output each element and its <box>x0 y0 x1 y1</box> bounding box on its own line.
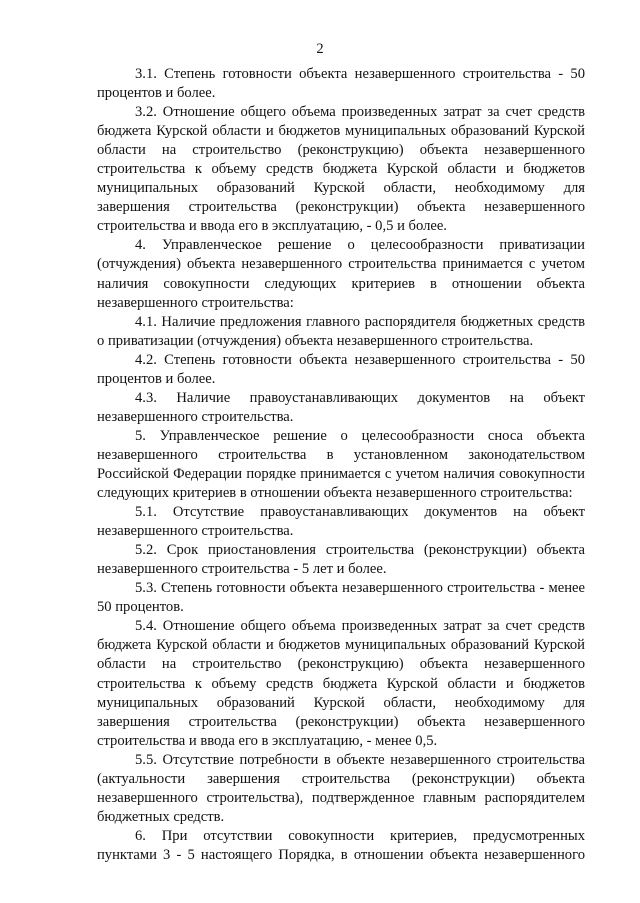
paragraph-5: 5. Управленческое решение о целесообразности сноса объекта незавершенного строительства в установленном законодательством Российской Федерации порядке принимается с учетом наличия совокупности следующих критериев в отношении объекта незавершенного строительства: <box>97 427 585 502</box>
paragraph-3-2: 3.2. Отношение общего объема произведенных затрат за счет средств бюджета Курской области и бюджетов муниципальных образований Курской области на строительство (реконструкцию) объекта незавершенного строительства к объему средств бюджета Курской области и бюджетов муниципальных образований Курской области, необходимому для завершения строительства (реконструкции) объекта незавершенного строительства и ввода его в эксплуатацию, - 0,5 и более. <box>97 104 585 235</box>
page-number: 2 <box>316 41 324 57</box>
paragraph-5-1: 5.1. Отсутствие правоустанавливающих документов на объект незавершенного строительства. <box>97 504 585 540</box>
paragraph-4-2: 4.2. Степень готовности объекта незавершенного строительства - 50 процентов и более. <box>97 351 585 387</box>
paragraph-5-4: 5.4. Отношение общего объема произведенных затрат за счет средств бюджета Курской области и бюджетов муниципальных образований Курской области на строительство (реконструкцию) объекта незавершенного строительства к объему средств бюджета Курской области и бюджетов муниципальных образований Курской области, необходимому для завершения строительства (реконструкции) объекта незавершенного строительства и ввода его в эксплуатацию, - менее 0,5. <box>97 618 585 749</box>
paragraph-5-3: 5.3. Степень готовности объекта незавершенного строительства - менее 50 процентов. <box>97 580 585 616</box>
document-body <box>97 65 585 865</box>
paragraph-5-5: 5.5. Отсутствие потребности в объекте незавершенного строительства (актуальности завершения строительства (реконструкции) объекта незавершенного строительства), подтвержденное главным распорядителем бюджетных средств. <box>97 751 585 825</box>
paragraph-4-1: 4.1. Наличие предложения главного распорядителя бюджетных средств о приватизации (отчуждения) объекта незавершенного строительства. <box>97 313 585 349</box>
paragraph-4-3: 4.3. Наличие правоустанавливающих документов на объект незавершенного строительства. <box>97 389 585 425</box>
paragraph-6: 6. При отсутствии совокупности критериев, предусмотренных пунктами 3 - 5 настоящего Порядка, в отношении объекта незавершенного <box>97 827 585 863</box>
paragraph-4: 4. Управленческое решение о целесообразности приватизации (отчуждения) объекта незавершенного строительства принимается с учетом наличия совокупности следующих критериев в отношении объекта незавершенного строительства: <box>97 237 585 311</box>
paragraph-3-1: 3.1. Степень готовности объекта незавершенного строительства - 50 процентов и более. <box>97 66 585 102</box>
paragraph-5-2: 5.2. Срок приостановления строительства (реконструкции) объекта незавершенного строительства - 5 лет и более. <box>97 542 585 578</box>
